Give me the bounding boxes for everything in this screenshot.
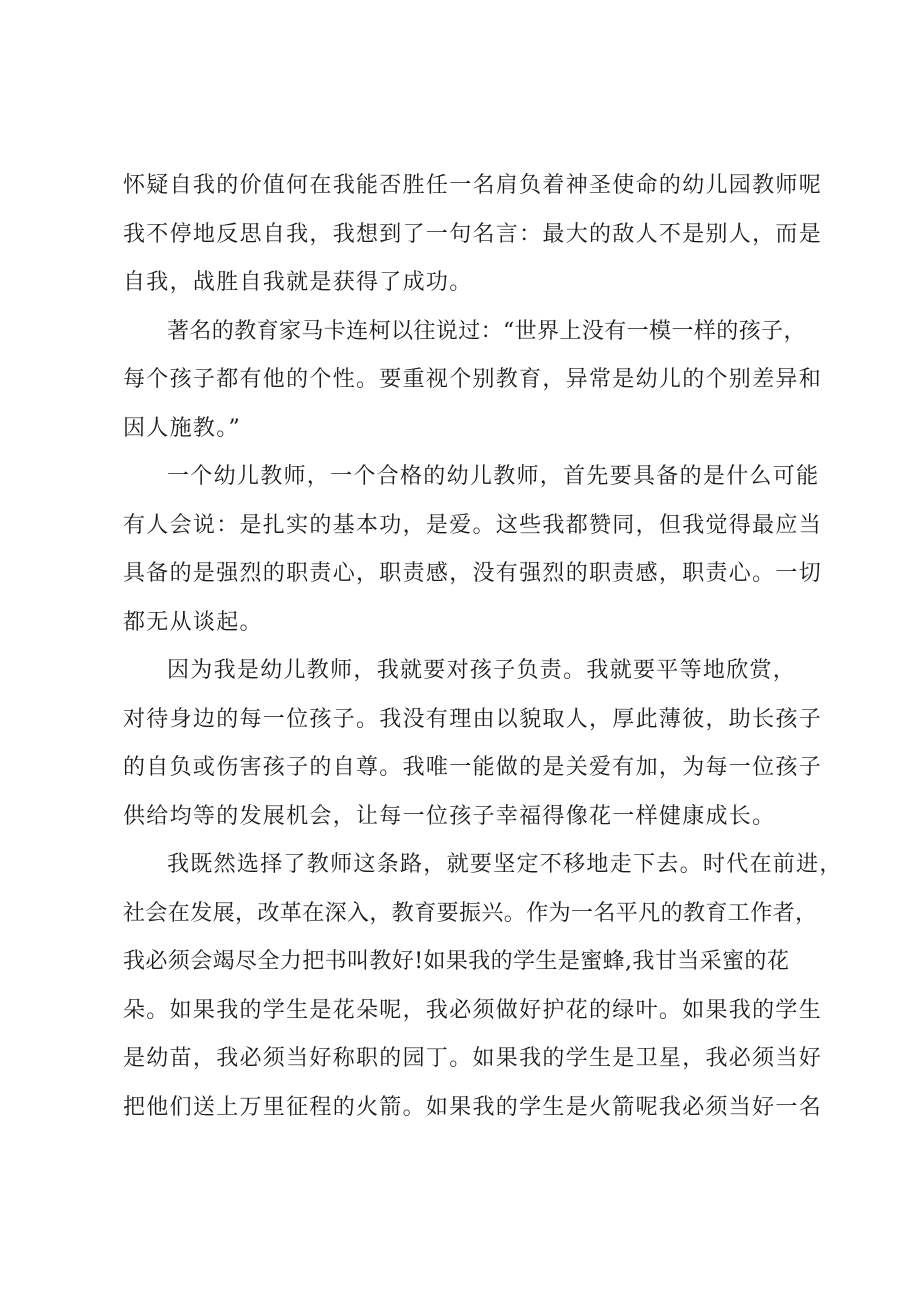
document-body	[123, 162, 843, 1132]
text-line: 每个孩子都有他的个性。要重视个别教育，异常是幼儿的个别差异和	[123, 367, 823, 392]
text-line: 因为我是幼儿教师，我就要对孩子负责。我就要平等地欣赏，	[167, 658, 797, 683]
text-line: 因人施教。”	[123, 415, 242, 441]
text-line: 社会在发展，改革在深入，教育要振兴。作为一名平凡的教育工作者，	[123, 900, 818, 926]
text-line: 对待身边的每一位孩子。我没有理由以貌取人，厚此薄彼，助长孩子	[123, 706, 823, 732]
text-line: 我必须会竭尽全力把书叫教好!如果我的学生是蜜蜂,我甘当采蜜的花	[123, 949, 790, 974]
text-line: 都无从谈起。	[123, 609, 263, 635]
text-line: 供给均等的发展机会，让每一位孩子幸福得像花一样健康成长。	[123, 803, 776, 829]
text-line: 著名的教育家马卡连柯以往说过：“世界上没有一模一样的孩子，	[167, 318, 806, 344]
text-line: 的自负或伤害孩子的自尊。我唯一能做的是关爱有加，为每一位孩子	[123, 755, 823, 780]
text-line: 具备的是强烈的职责心，职责感，没有强烈的职责感，职责心。一切	[123, 561, 823, 586]
text-line: 把他们送上万里征程的火箭。如果我的学生是火箭呢我必须当好一名	[123, 1094, 823, 1120]
text-line: 我既然选择了教师这条路，就要坚定不移地走下去。时代在前进，	[167, 852, 843, 877]
text-line: 朵。如果我的学生是花朵呢，我必须做好护花的绿叶。如果我的学生	[123, 997, 823, 1023]
text-line: 我不停地反思自我，我想到了一句名言：最大的敌人不是别人，而是	[123, 221, 823, 247]
text-line: 是幼苗，我必须当好称职的园丁。如果我的学生是卫星，我必须当好	[123, 1046, 823, 1071]
text-line: 自我，战胜自我就是获得了成功。	[123, 270, 473, 295]
text-line: 有人会说：是扎实的基本功，是爱。这些我都赞同，但我觉得最应当	[123, 512, 823, 538]
text-line: 一个幼儿教师，一个合格的幼儿教师，首先要具备的是什么可能	[167, 464, 820, 489]
text-line: 怀疑自我的价值何在我能否胜任一名肩负着神圣使命的幼儿园教师呢	[123, 173, 823, 198]
